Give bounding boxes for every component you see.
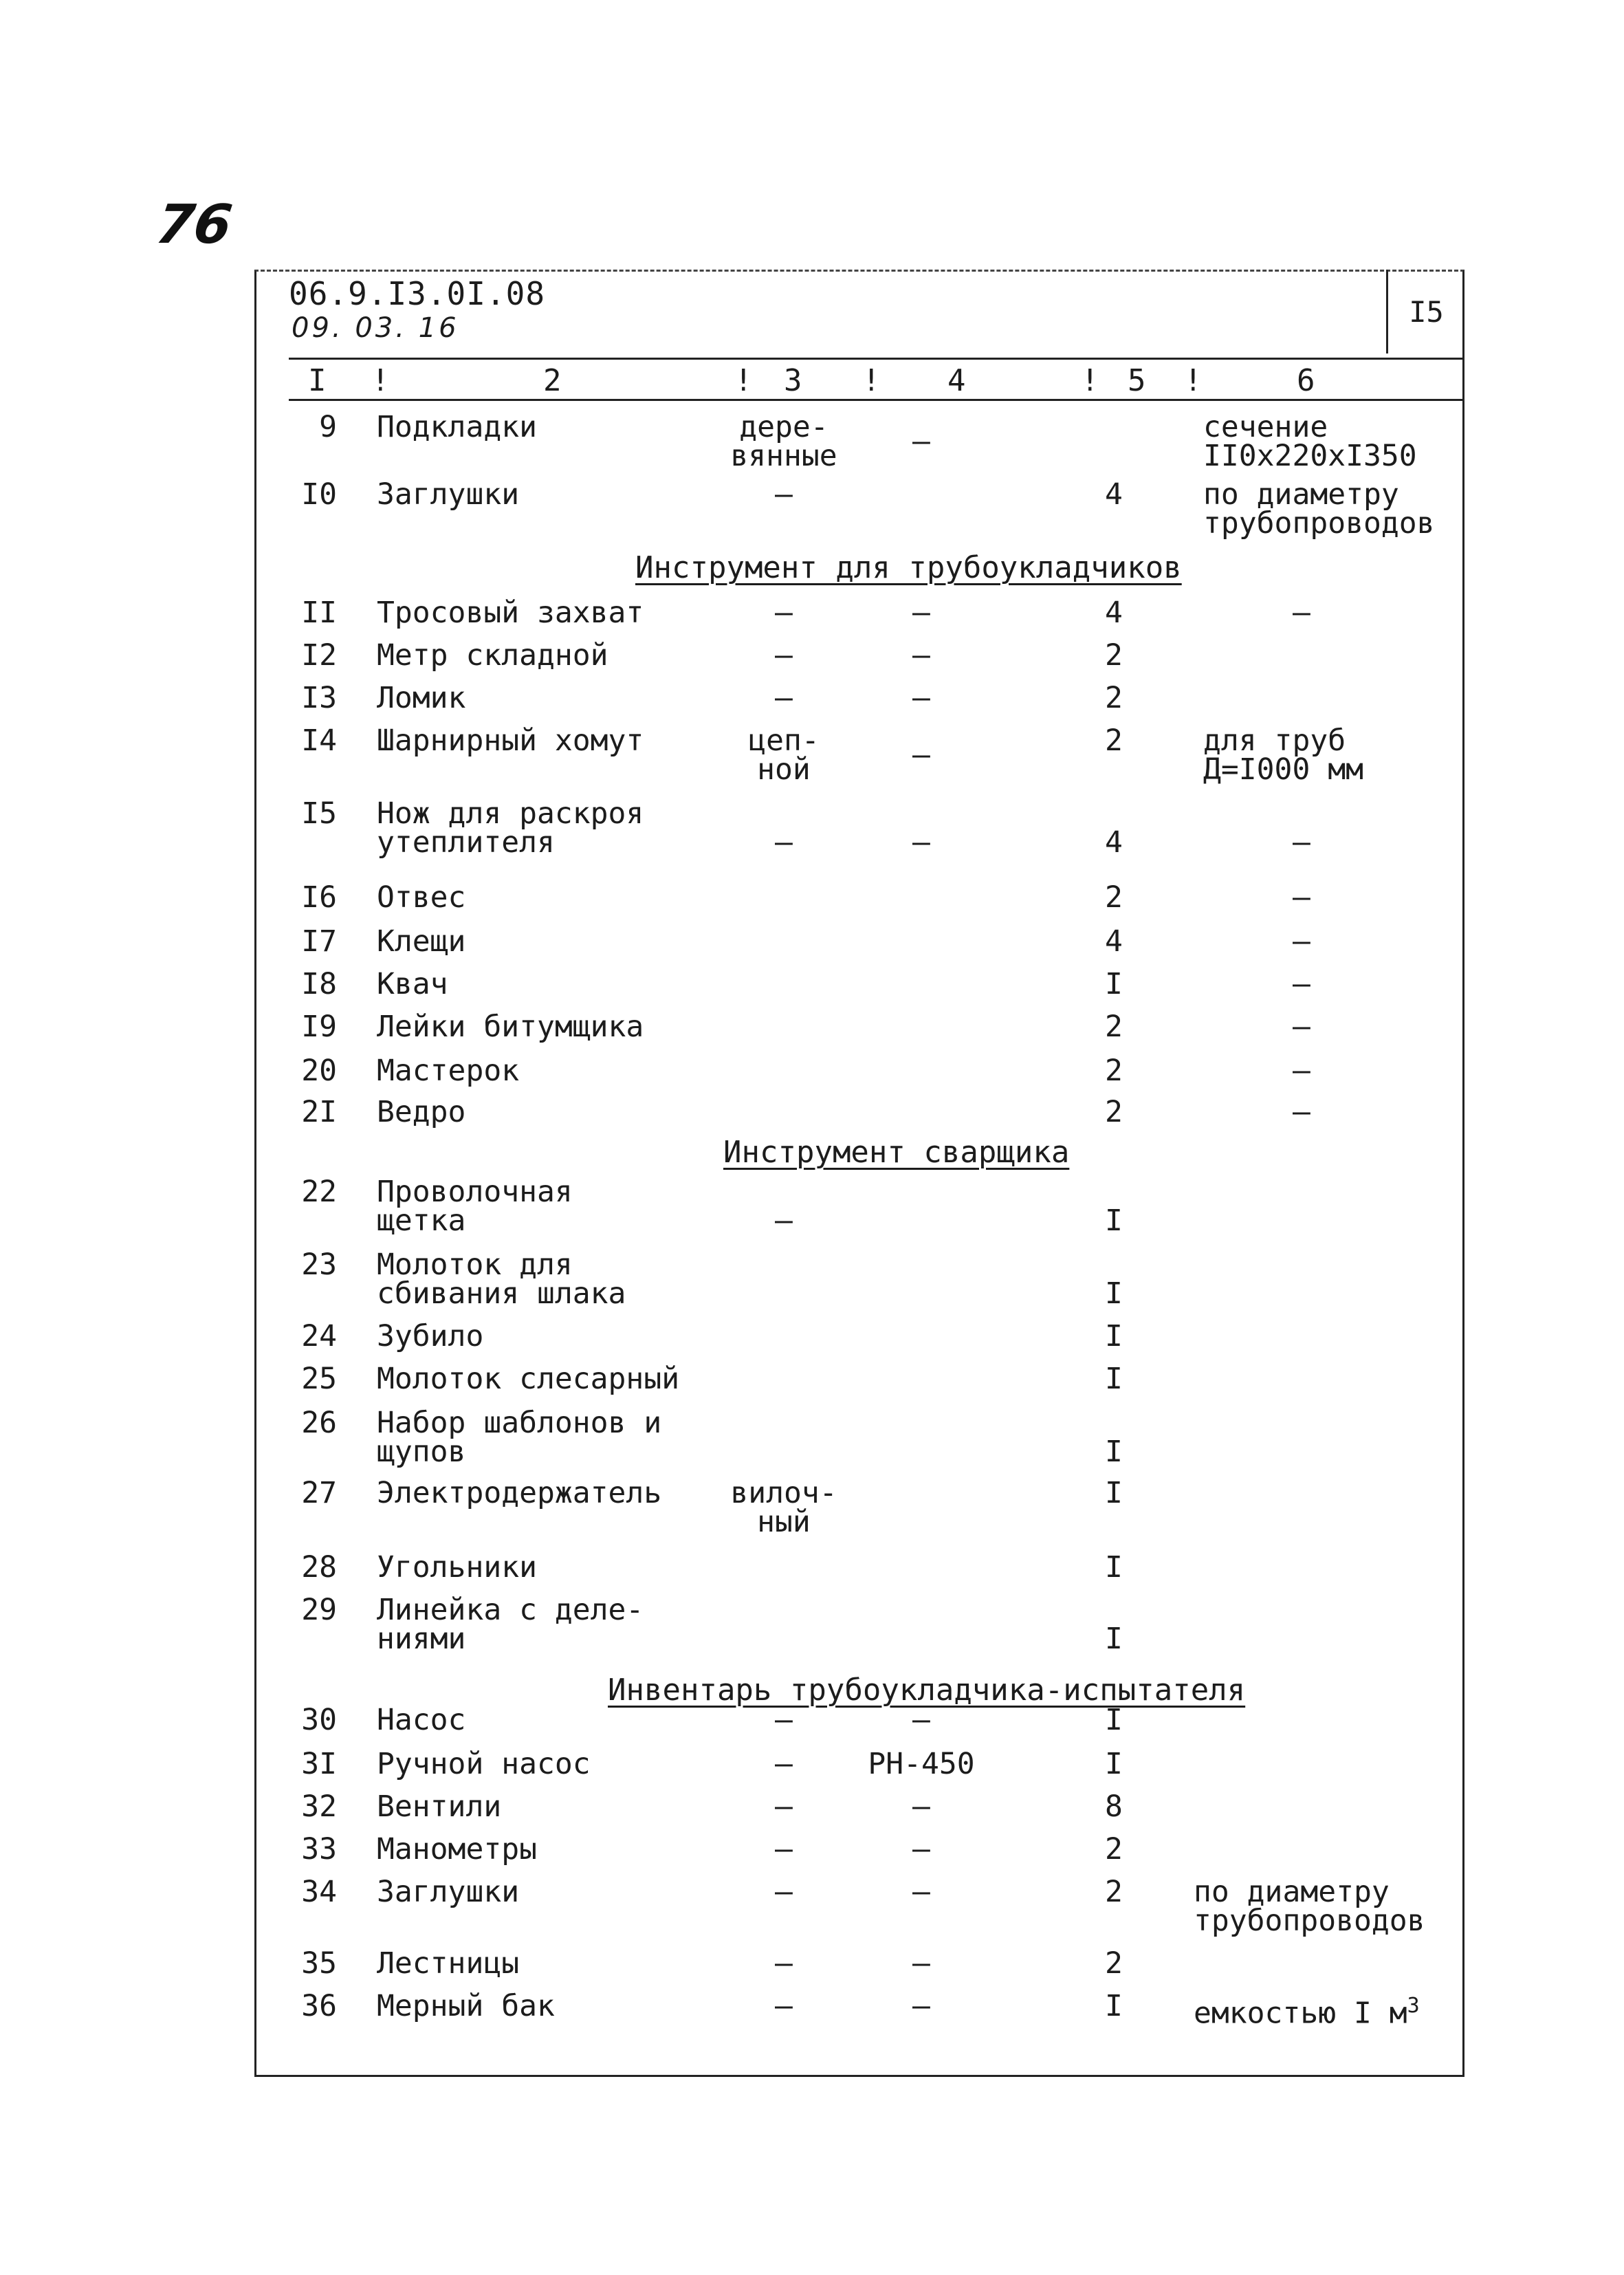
item-name: Набор шаблонов и — [377, 1406, 662, 1440]
item-quantity: 8 — [1105, 1789, 1123, 1824]
item-note: – — [1293, 1054, 1310, 1088]
header-bottom-rule — [289, 399, 1464, 401]
item-type: – — [775, 1204, 793, 1238]
row-number: 3I — [301, 1747, 337, 1781]
row-number: I6 — [301, 880, 337, 915]
row-number: I0 — [301, 477, 337, 512]
item-type: – — [775, 1832, 793, 1866]
item-quantity: I — [1105, 1362, 1123, 1396]
column-separator: ! — [371, 363, 390, 398]
column-separator: ! — [1184, 363, 1203, 398]
item-name: Линейка с деле- — [377, 1593, 644, 1627]
item-name: Молоток для — [377, 1248, 573, 1282]
item-model: – — [912, 1832, 930, 1866]
item-type: дере- — [739, 410, 829, 444]
item-name: ниями — [377, 1622, 466, 1656]
item-quantity: 2 — [1105, 723, 1123, 758]
sheet-number: I5 — [1386, 270, 1464, 353]
item-quantity: 2 — [1105, 1010, 1123, 1044]
row-number: 30 — [301, 1703, 337, 1737]
cubic-superscript: 3 — [1407, 1994, 1420, 2018]
item-note: для труб — [1203, 723, 1346, 758]
item-type: – — [775, 596, 793, 630]
row-number: 29 — [301, 1593, 337, 1627]
item-name: Подкладки — [377, 410, 537, 444]
document-code: 06.9.I3.0I.08 — [289, 275, 546, 312]
column-separator: ! — [862, 363, 881, 398]
item-quantity: 2 — [1105, 880, 1123, 915]
item-note: – — [1293, 1095, 1310, 1129]
item-note: по диаметру — [1203, 477, 1399, 512]
item-name: Ручной насос — [377, 1747, 591, 1781]
item-quantity: I — [1105, 1989, 1123, 2023]
column-separator: ! — [1081, 363, 1099, 398]
item-model: РН-450 — [868, 1747, 975, 1781]
section-heading-tester: Инвентарь трубоукладчика-испытателя — [608, 1673, 1246, 1708]
item-note: II0x220xI350 — [1203, 439, 1417, 473]
column-header-I: I — [308, 363, 327, 398]
item-name: Заглушки — [377, 477, 520, 512]
item-note: по диаметру — [1194, 1875, 1390, 1909]
row-number: 25 — [301, 1362, 337, 1396]
row-number: I2 — [301, 638, 337, 673]
item-quantity: 2 — [1105, 681, 1123, 715]
item-model: – — [912, 638, 930, 673]
item-quantity: 2 — [1105, 1832, 1123, 1866]
item-quantity: I — [1105, 1747, 1123, 1781]
item-name: Мерный бак — [377, 1989, 555, 2023]
item-model: – — [912, 681, 930, 715]
row-number: I4 — [301, 723, 337, 758]
item-type: вянные — [730, 439, 837, 473]
item-quantity: 2 — [1105, 1946, 1123, 1981]
section-heading-pipelayers: Инструмент для трубоукладчиков — [635, 550, 1182, 585]
item-model: – — [912, 1946, 930, 1981]
item-name: Ломик — [377, 681, 466, 715]
item-type: – — [775, 825, 793, 860]
item-type: – — [775, 1989, 793, 2023]
row-number: 22 — [301, 1175, 337, 1209]
item-model: – — [912, 424, 930, 459]
item-note: – — [1293, 596, 1310, 630]
item-name: Зубило — [377, 1319, 484, 1353]
item-quantity: 4 — [1105, 477, 1123, 512]
row-number: 32 — [301, 1789, 337, 1824]
item-quantity: I — [1105, 1703, 1123, 1737]
item-quantity: 2 — [1105, 1875, 1123, 1909]
item-note: – — [1293, 1010, 1310, 1044]
item-model: – — [912, 738, 930, 772]
item-name: щетка — [377, 1204, 466, 1238]
item-note: сечение — [1203, 410, 1328, 444]
row-number: 27 — [301, 1476, 337, 1510]
item-note: Д=I000 мм — [1203, 752, 1363, 787]
row-number: 23 — [301, 1248, 337, 1282]
item-type: – — [775, 681, 793, 715]
item-name: Вентили — [377, 1789, 502, 1824]
document-date: 09. 03. 16 — [292, 312, 459, 344]
item-name: Лестницы — [377, 1946, 520, 1981]
item-note: трубопроводов — [1194, 1904, 1425, 1938]
item-name: Метр складной — [377, 638, 608, 673]
item-type: ной — [757, 752, 811, 787]
item-model: – — [912, 1703, 930, 1737]
header-top-rule — [289, 358, 1464, 360]
item-type: цеп- — [748, 723, 820, 758]
row-number: 24 — [301, 1319, 337, 1353]
item-name: утеплителя — [377, 825, 555, 860]
column-header-6: 6 — [1297, 363, 1315, 398]
item-note: – — [1293, 967, 1310, 1001]
item-note: – — [1293, 825, 1310, 860]
item-note: – — [1293, 880, 1310, 915]
item-model: – — [912, 1789, 930, 1824]
item-name: Молоток слесарный — [377, 1362, 680, 1396]
page-number: 76 — [152, 194, 236, 256]
item-name: щупов — [377, 1435, 466, 1469]
item-name: Шарнирный хомут — [377, 723, 644, 758]
item-model: – — [912, 1989, 930, 2023]
row-number: 36 — [301, 1989, 337, 2023]
item-type: ный — [757, 1505, 811, 1539]
item-name: Тросовый захват — [377, 596, 644, 630]
row-number: I8 — [301, 967, 337, 1001]
row-number: II — [301, 596, 337, 630]
item-model: – — [912, 1875, 930, 1909]
row-number: 35 — [301, 1946, 337, 1981]
item-name: Лейки битумщика — [377, 1010, 644, 1044]
item-name: Нож для раскроя — [377, 796, 644, 831]
row-number: 28 — [301, 1550, 337, 1585]
item-name: Квач — [377, 967, 448, 1001]
item-quantity: I — [1105, 1476, 1123, 1510]
item-name: Мастерок — [377, 1054, 520, 1088]
row-number: 34 — [301, 1875, 337, 1909]
item-model: – — [912, 596, 930, 630]
item-quantity: I — [1105, 1435, 1123, 1469]
item-type: – — [775, 1875, 793, 1909]
column-header-2: 2 — [543, 363, 562, 398]
row-number: I3 — [301, 681, 337, 715]
item-type: – — [775, 1703, 793, 1737]
item-quantity: I — [1105, 1319, 1123, 1353]
item-note: – — [1293, 924, 1310, 959]
item-quantity: I — [1105, 967, 1123, 1001]
row-number: 9 — [319, 410, 337, 444]
item-type: – — [775, 1946, 793, 1981]
item-name: Ведро — [377, 1095, 466, 1129]
item-quantity: I — [1105, 1550, 1123, 1585]
item-quantity: 4 — [1105, 924, 1123, 959]
item-quantity: I — [1105, 1276, 1123, 1311]
item-name: Манометры — [377, 1832, 537, 1866]
row-number: I9 — [301, 1010, 337, 1044]
item-note: трубопроводов — [1203, 506, 1435, 541]
item-quantity: 2 — [1105, 1054, 1123, 1088]
item-type: – — [775, 1747, 793, 1781]
item-name: Электродержатель — [377, 1476, 662, 1510]
item-quantity: 2 — [1105, 1095, 1123, 1129]
row-number: 20 — [301, 1054, 337, 1088]
item-name: Отвес — [377, 880, 466, 915]
item-type: – — [775, 1789, 793, 1824]
item-name: Заглушки — [377, 1875, 520, 1909]
item-type: – — [775, 477, 793, 512]
row-number: 33 — [301, 1832, 337, 1866]
column-header-3: 3 — [784, 363, 802, 398]
item-type: вилоч- — [730, 1476, 837, 1510]
item-model: – — [912, 825, 930, 860]
column-header-4: 4 — [947, 363, 966, 398]
row-number: 2I — [301, 1095, 337, 1129]
item-quantity: 4 — [1105, 825, 1123, 860]
item-name: Клещи — [377, 924, 466, 959]
item-note: емкостью I $м^3$ — [1194, 1994, 1420, 2031]
row-number: I5 — [301, 796, 337, 831]
item-name: сбивания шлака — [377, 1276, 626, 1311]
column-separator: ! — [734, 363, 753, 398]
row-number: I7 — [301, 924, 337, 959]
column-header-5: 5 — [1128, 363, 1146, 398]
item-quantity: 4 — [1105, 596, 1123, 630]
section-heading-welder: Инструмент сварщика — [723, 1135, 1070, 1170]
item-name: Насос — [377, 1703, 466, 1737]
item-quantity: I — [1105, 1204, 1123, 1238]
item-name: Проволочная — [377, 1175, 573, 1209]
item-name: Угольники — [377, 1550, 537, 1585]
item-quantity: I — [1105, 1622, 1123, 1656]
item-quantity: 2 — [1105, 638, 1123, 673]
item-type: – — [775, 638, 793, 673]
row-number: 26 — [301, 1406, 337, 1440]
